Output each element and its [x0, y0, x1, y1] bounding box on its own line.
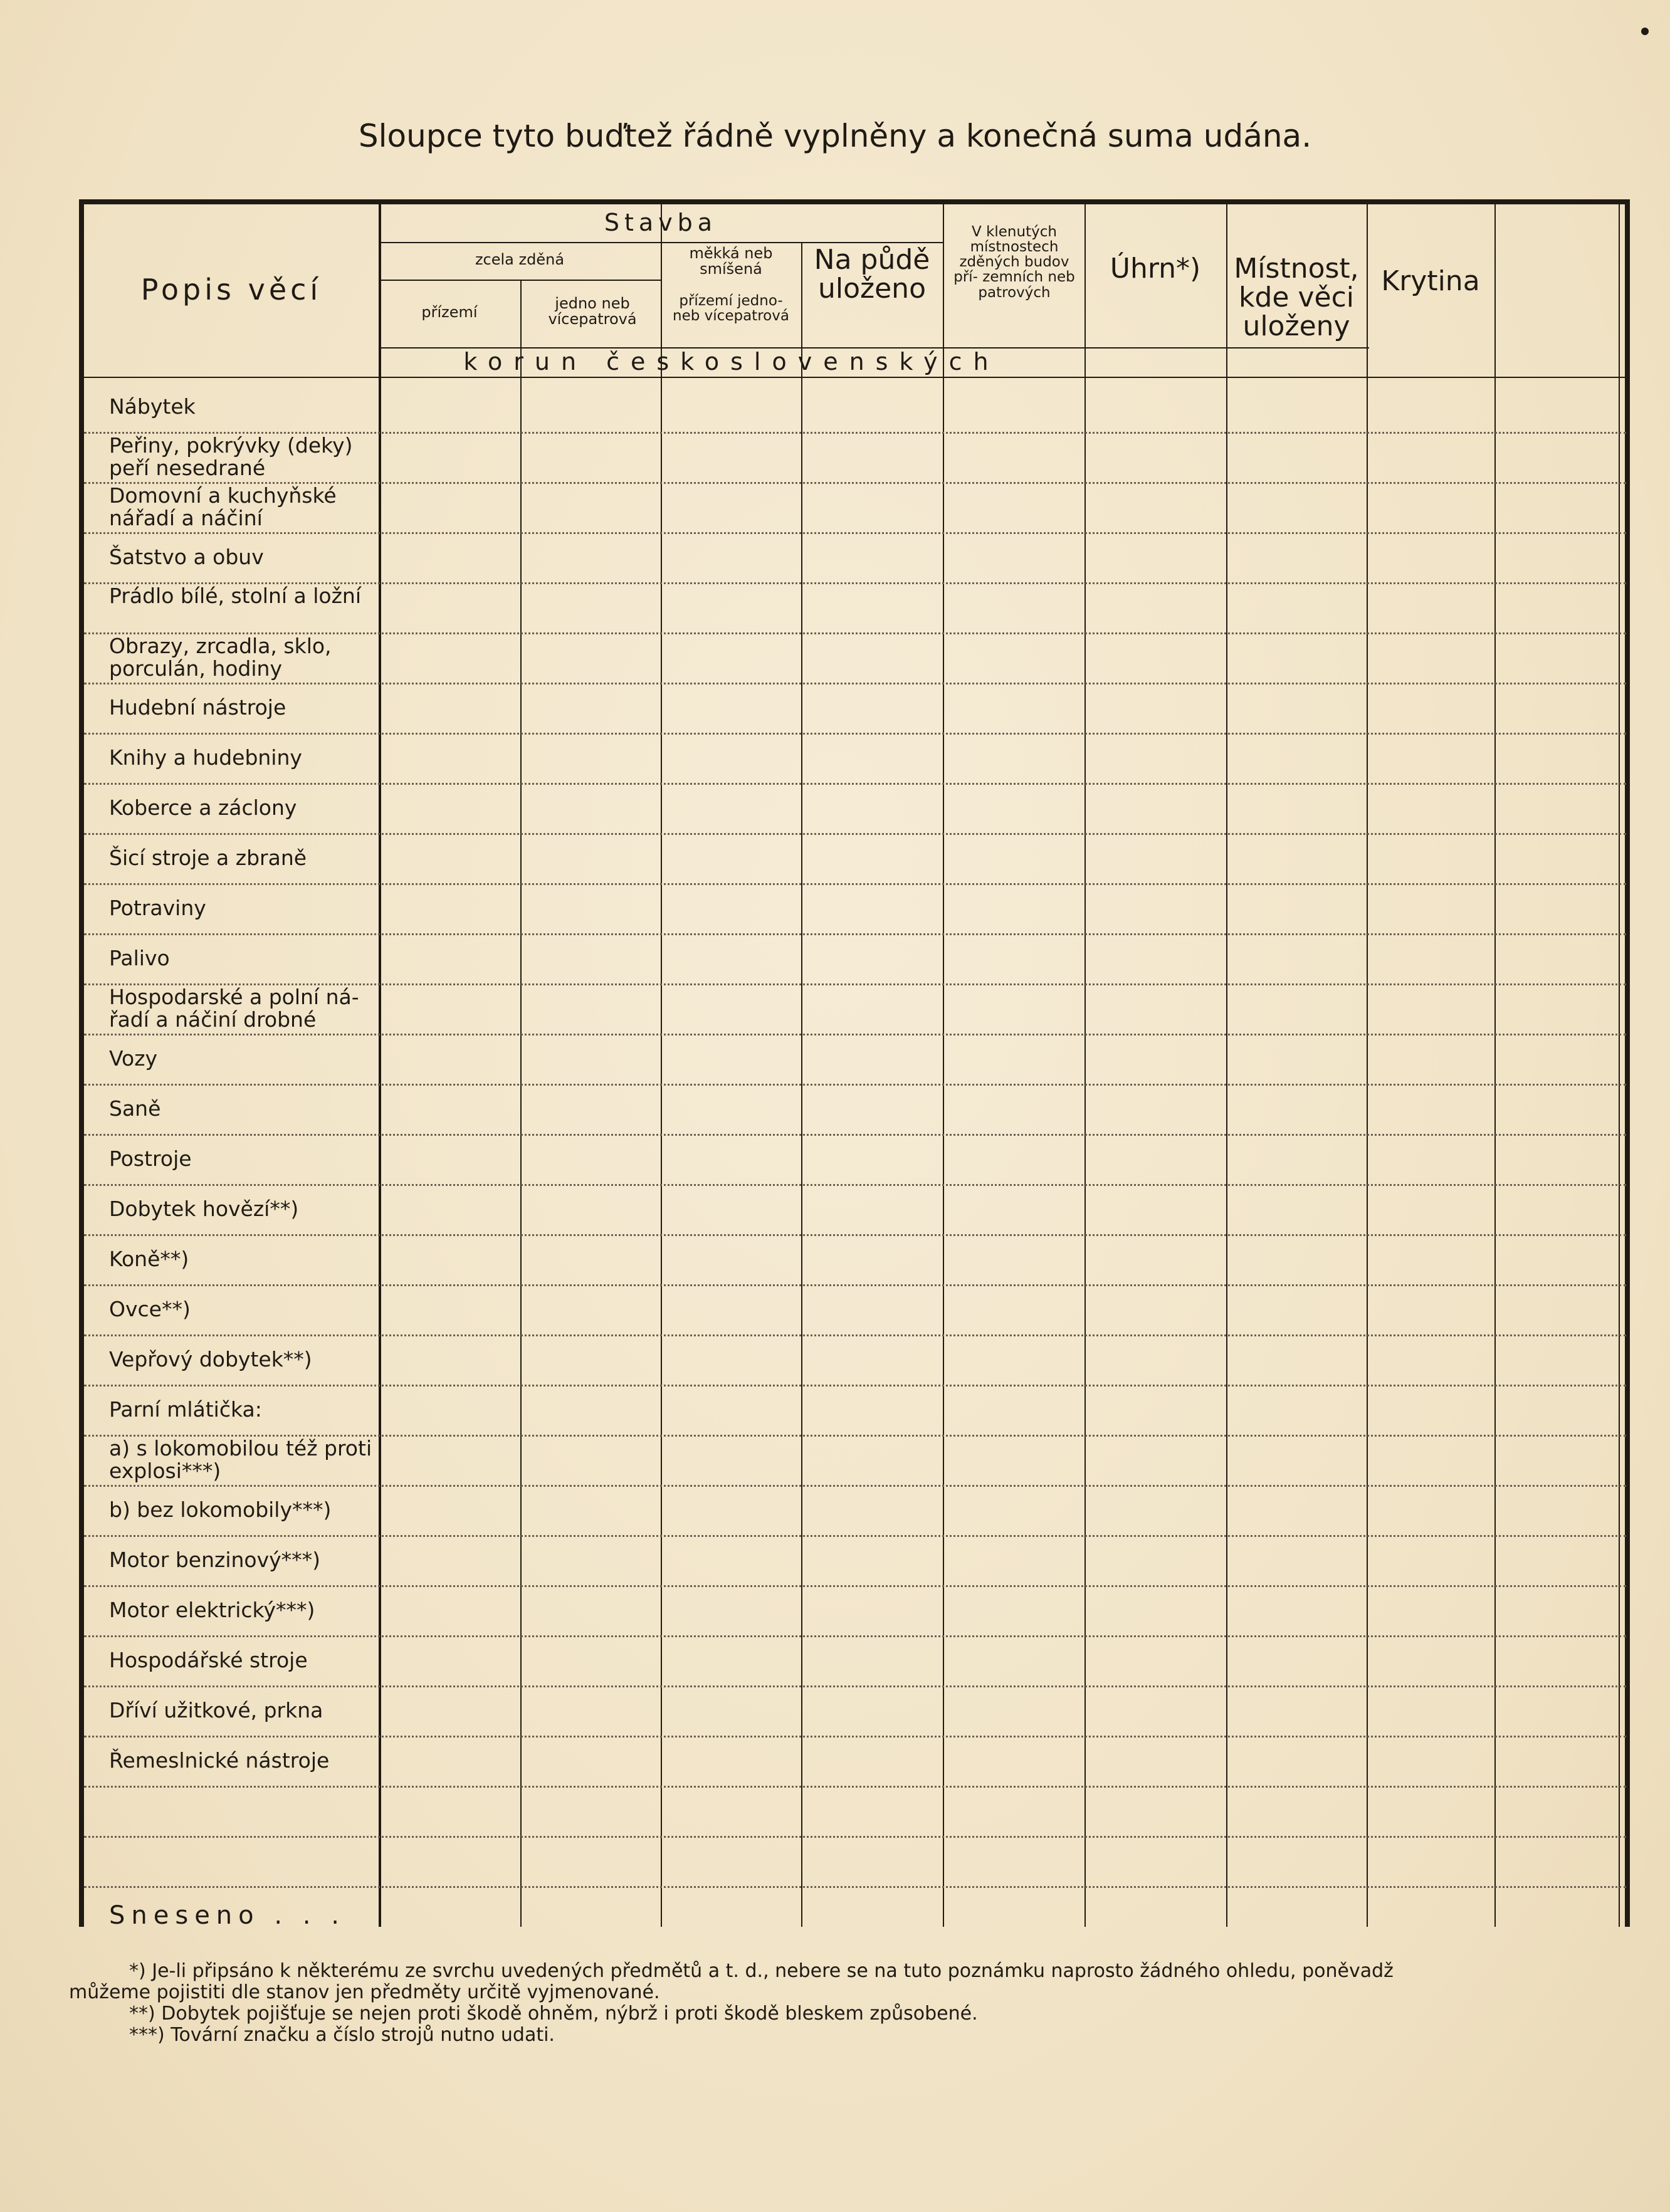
row-divider — [84, 1836, 1626, 1838]
row-divider — [84, 1685, 1626, 1687]
row-divider — [84, 683, 1626, 684]
footnote-3: ***) Tovární značku a číslo strojů nutno udati. — [129, 2024, 555, 2046]
row-label: Vepřový dobytek**) — [109, 1347, 312, 1371]
row-divider — [84, 733, 1626, 735]
row-divider — [84, 532, 1626, 534]
row-label: Nábytek — [109, 394, 196, 419]
row-divider — [84, 933, 1626, 935]
inventory-table — [79, 199, 1630, 1930]
row-label: Hudební nástroje — [109, 695, 286, 720]
row-label: Dříví užitkové, prkna — [109, 1698, 323, 1722]
row-divider — [84, 1786, 1626, 1788]
header-stavba: Stavba — [604, 209, 718, 236]
row-label: Koně**) — [109, 1247, 189, 1271]
row-label: Potraviny — [109, 896, 206, 920]
row-label: Palivo — [109, 946, 170, 970]
row-label: a) s lokomobilou též proti explosi***) — [109, 1436, 372, 1483]
row-label: Hospodarské a polní ná- řadí a náčiní drobné — [109, 985, 359, 1032]
row-divider — [84, 883, 1626, 885]
header-rule — [379, 242, 943, 243]
header-rule — [84, 377, 1630, 378]
row-label: Motor elektrický***) — [109, 1598, 315, 1622]
ink-spot — [1641, 28, 1649, 35]
row-label: Domovní a kuchyňské nářadí a náčiní — [109, 483, 337, 530]
header-mistnost: Místnost, kde věci uloženy — [1234, 253, 1359, 343]
row-label: Obrazy, zrcadla, sklo, porculán, hodiny — [109, 634, 332, 681]
column-divider — [520, 280, 522, 1927]
row-divider — [84, 1334, 1626, 1336]
row-label: Šicí stroje a zbraně — [109, 846, 307, 870]
row-label: Saně — [109, 1096, 161, 1121]
footnote-1-cont: můžeme pojistiti dle stanov jen předměty určitě vyjmenované. — [69, 1981, 660, 2003]
column-divider — [661, 204, 662, 1927]
row-divider — [84, 1034, 1626, 1035]
header-prizemi-jedno-neb-vicepatrova: přízemí jedno- neb vícepatrová — [673, 293, 789, 325]
footnote-1: *) Je-li připsáno k některému ze svrchu uvedených předmětů a t. d., nebere se na tuto poznámku naprosto žádného ohledu, poněvadž — [129, 1960, 1394, 1982]
row-divider — [84, 833, 1626, 835]
row-label: Hospodářské stroje — [109, 1648, 308, 1672]
row-label: b) bez lokomobily***) — [109, 1497, 332, 1522]
row-label: Prádlo bílé, stolní a ložní — [109, 584, 362, 608]
header-jedno-neb-vicepatrova: jedno neb vícepatrová — [548, 295, 637, 328]
header-prizemi: přízemí — [421, 303, 478, 321]
footnotes — [69, 1961, 1630, 2046]
header-krytina: Krytina — [1381, 265, 1480, 297]
header-korun: korun československých — [463, 348, 1000, 375]
row-label: Vozy — [109, 1046, 158, 1071]
header-rule — [379, 280, 661, 281]
row-divider — [84, 1535, 1626, 1537]
column-divider — [1367, 204, 1368, 1927]
header-uhrn: Úhrn*) — [1110, 253, 1201, 285]
table-right-border — [1619, 204, 1620, 1927]
row-divider — [84, 783, 1626, 785]
header-mekka-neb-smisena: měkká neb smíšená — [689, 244, 773, 278]
row-label: Motor benzinový***) — [109, 1548, 321, 1572]
row-divider — [84, 1385, 1626, 1386]
form-instruction: Sloupce tyto buďtež řádně vyplněny a konečná suma udána. — [358, 118, 1312, 154]
row-label: Dobytek hovězí**) — [109, 1197, 299, 1221]
row-divider — [84, 1184, 1626, 1186]
sneseno-label: Sneseno . . . — [109, 1901, 345, 1930]
row-label: Ovce**) — [109, 1297, 191, 1321]
row-divider — [84, 1585, 1626, 1587]
row-label: Koberce a záclony — [109, 795, 297, 820]
row-divider — [84, 1485, 1626, 1487]
row-label: Knihy a hudebniny — [109, 745, 302, 770]
row-divider — [84, 1084, 1626, 1086]
header-klenute: V klenutých místnostech zděných budov pří- zemních neb patrových — [953, 224, 1075, 301]
row-divider — [84, 1736, 1626, 1738]
row-label: Parní mlátička: — [109, 1397, 262, 1422]
header-na-pude: Na půdě uloženo — [814, 244, 930, 305]
row-divider — [84, 1886, 1626, 1888]
row-divider — [84, 1635, 1626, 1637]
column-divider — [1494, 204, 1496, 1927]
footnote-2: **) Dobytek pojišťuje se nejen proti škodě ohněm, nýbrž i proti škodě bleskem způsobené. — [129, 2003, 978, 2025]
row-divider — [84, 1284, 1626, 1286]
header-zcela-zdena: zcela zděná — [475, 251, 565, 268]
column-divider — [1084, 204, 1086, 1927]
row-label: Postroje — [109, 1146, 192, 1171]
row-label: Peřiny, pokrývky (deky) peří nesedrané — [109, 433, 353, 480]
row-divider — [84, 1134, 1626, 1136]
header-popis: Popis věcí — [140, 273, 322, 307]
column-divider — [943, 204, 944, 1927]
row-label: Šatstvo a obuv — [109, 545, 264, 569]
row-divider — [84, 1234, 1626, 1236]
column-divider — [1226, 204, 1227, 1927]
row-label: Řemeslnické nástroje — [109, 1748, 330, 1773]
